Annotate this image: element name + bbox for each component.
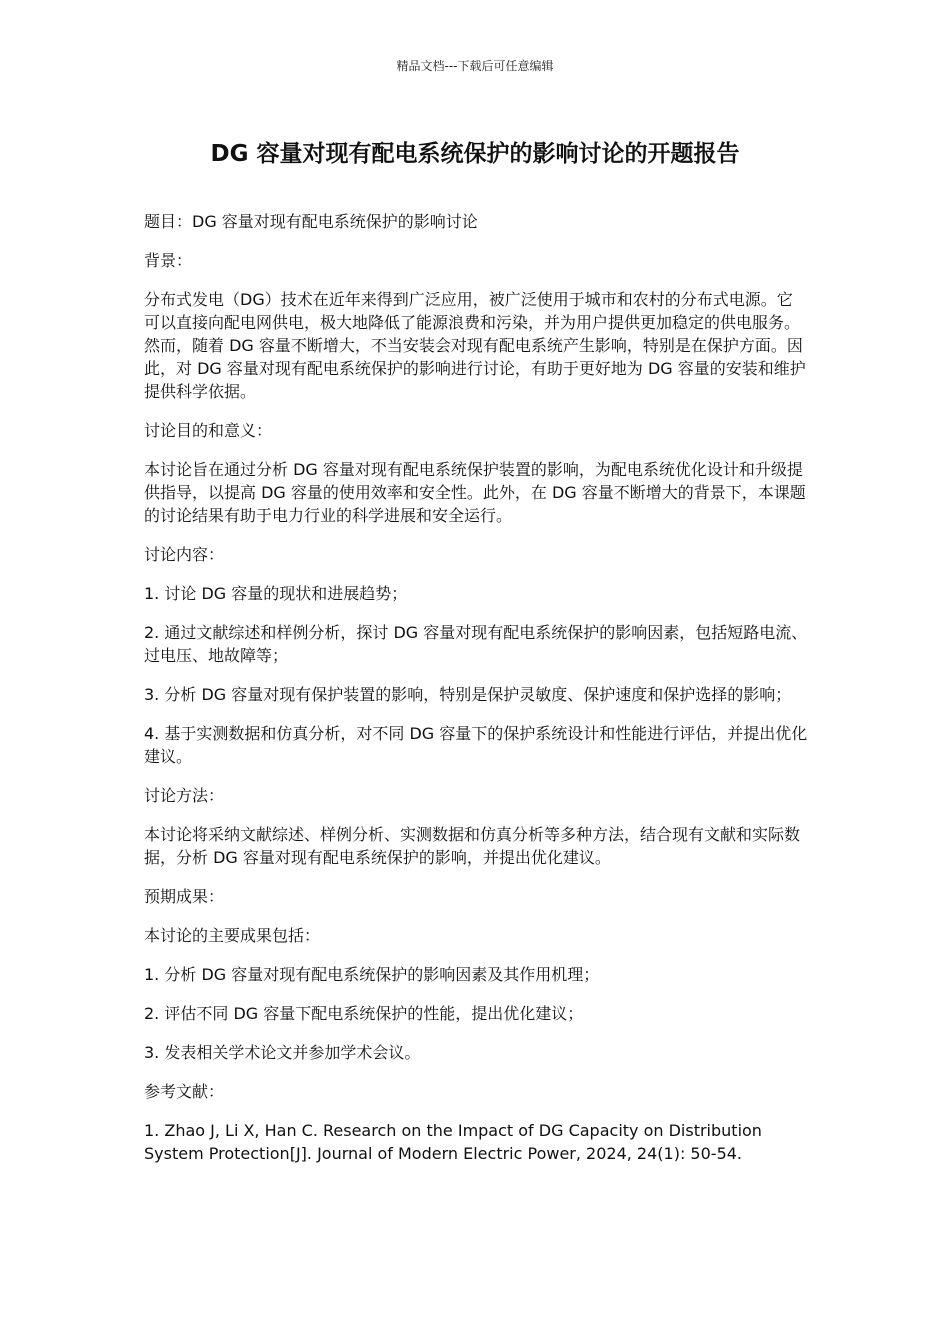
- background-heading: 背景：: [144, 251, 193, 270]
- contents-item: 2. 通过文献综述和样例分析，探讨 DG 容量对现有配电系统保护的影响因素，包括短路电流、过电压、地故障等；: [144, 623, 808, 665]
- references-heading: 参考文献：: [144, 1082, 225, 1101]
- background-paragraph: 分布式发电（DG）技术在近年来得到广泛应用，被广泛使用于城市和农村的分布式电源。它可以直接向配电网供电，极大地降低了能源浪费和污染，并为用户提供更加稳定的供电服务。然而，随着 DG 容量不断增大，不当安装会对现有配电系统产生影响，特别是在保护方面。因此，对 DG 容量对现有配电系统保护的影响进行讨论，有助于更好地为 DG 容量的安装和维护提供科学依据。: [144, 290, 806, 401]
- reference-item: 1. Zhao J, Li X, Han C. Research on the Impact of DG Capacity on Distribution System Protection[J]. Journal of Modern Electric Power, 2024, 24(1): 50-54.: [144, 1121, 762, 1163]
- purpose-heading: 讨论目的和意义：: [144, 421, 273, 440]
- page-header-note: 精品文档---下载后可任意编辑: [396, 59, 554, 73]
- topic-line: 题目：DG 容量对现有配电系统保护的影响讨论: [144, 212, 478, 231]
- results-item: 3. 发表相关学术论文并参加学术会议。: [144, 1043, 421, 1062]
- results-item: 2. 评估不同 DG 容量下配电系统保护的性能，提出优化建议；: [144, 1004, 584, 1023]
- results-heading: 预期成果：: [144, 887, 225, 906]
- document-body: [144, 210, 808, 1181]
- document-title: DG 容量对现有配电系统保护的影响讨论的开题报告: [210, 141, 740, 167]
- methods-heading: 讨论方法：: [144, 786, 225, 805]
- contents-item: 3. 分析 DG 容量对现有保护装置的影响，特别是保护灵敏度、保护速度和保护选择的影响；: [144, 685, 792, 704]
- purpose-paragraph: 本讨论旨在通过分析 DG 容量对现有配电系统保护装置的影响，为配电系统优化设计和升级提供指导，以提高 DG 容量的使用效率和安全性。此外，在 DG 容量不断增大的背景下，本课题的讨论结果有助于电力行业的科学进展和安全运行。: [144, 460, 806, 525]
- results-item: 1. 分析 DG 容量对现有配电系统保护的影响因素及其作用机理；: [144, 965, 600, 984]
- results-intro: 本讨论的主要成果包括：: [144, 926, 321, 945]
- contents-item: 1. 讨论 DG 容量的现状和进展趋势；: [144, 584, 408, 603]
- contents-item: 4. 基于实测数据和仿真分析，对不同 DG 容量下的保护系统设计和性能进行评估，并提出优化建议。: [144, 724, 808, 766]
- methods-paragraph: 本讨论将采纳文献综述、样例分析、实测数据和仿真分析等多种方法，结合现有文献和实际数据，分析 DG 容量对现有配电系统保护的影响，并提出优化建议。: [144, 825, 801, 867]
- contents-heading: 讨论内容：: [144, 545, 225, 564]
